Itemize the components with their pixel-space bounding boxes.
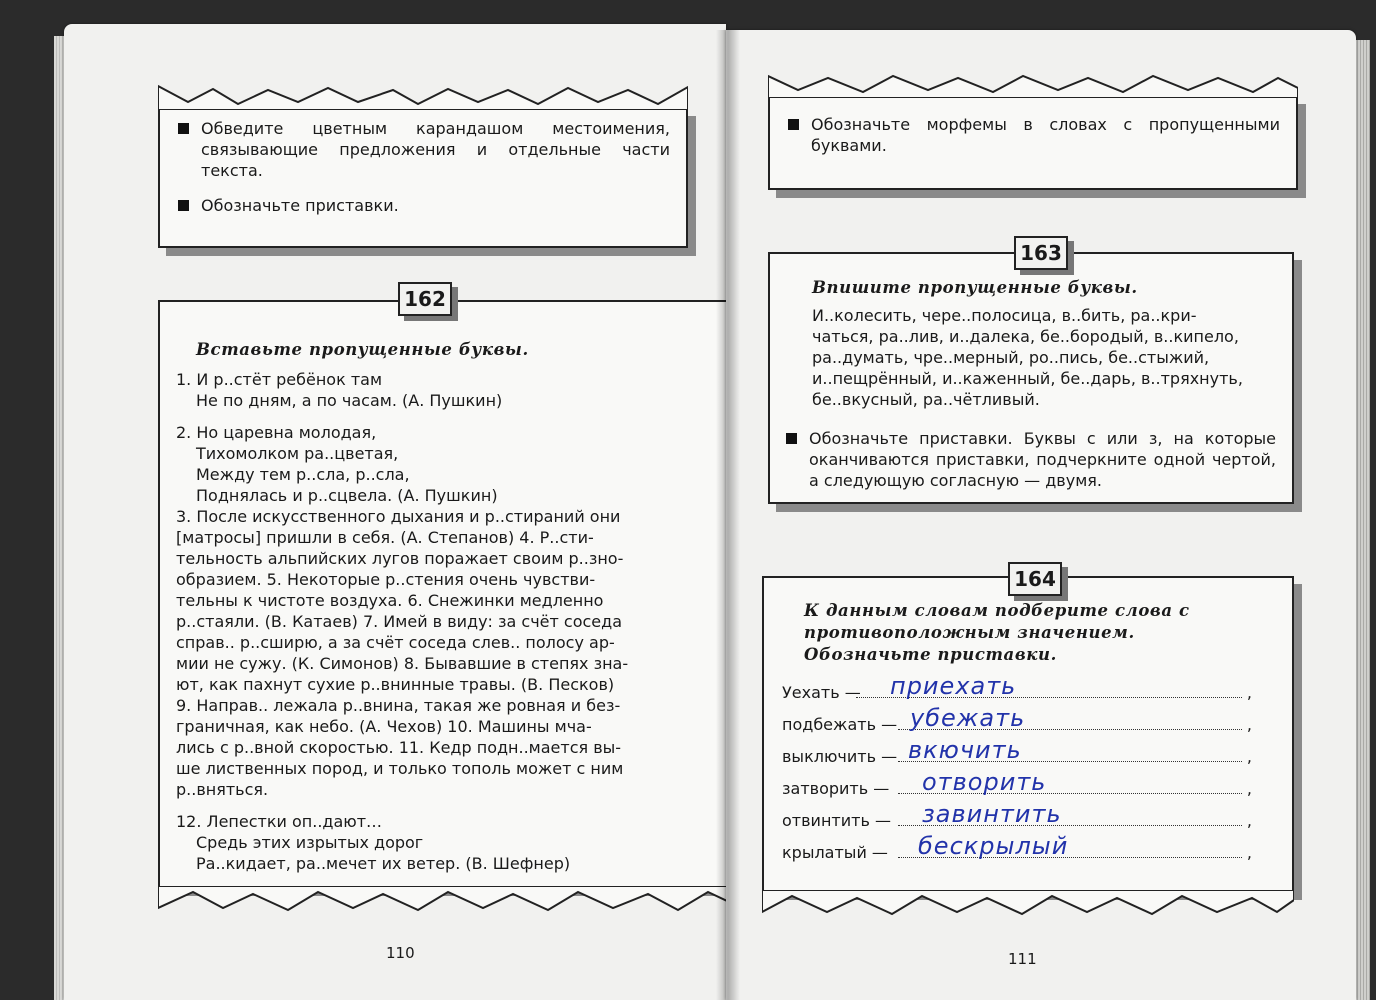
intro-bullet: Обозначьте приставки. [178,195,670,216]
exercise-164-box [762,576,1294,892]
text-line: Средь этих изрытых дорог [196,833,424,852]
antonym-row: крылатый — бескрылый , [782,832,1252,862]
antonym-row: Уехать — приехать , [782,672,1252,702]
book-gutter [716,30,740,1000]
text-line: ра..думать, чре..мерный, ро..пись, бе..стыжий, [812,348,1210,367]
handwritten-answer: убежать [910,704,1026,732]
text-line: 9. Направ.. лежала р..внина, такая же ровная и без- [176,696,621,715]
exercise-163-number: 163 [1014,236,1068,270]
bullet-square-icon [178,200,189,211]
left-intro-content [160,110,686,216]
bullet-square-icon [788,119,799,130]
antonym-row: затворить — отворить , [782,768,1252,798]
exercise-164-number: 164 [1008,562,1062,596]
antonym-row: подбежать — убежать , [782,704,1252,734]
exercise-163-text [812,305,1276,410]
right-intro-box [768,96,1298,190]
text-line: ют, как пахнут сухие р..внинные травы. (В. Песков) [176,675,615,694]
text-line: лись с р..вной скоростью. 11. Кедр подн..мается вы- [176,738,622,757]
text-line: чаться, ра..лив, и..далека, бе..бородый, в..кипело, [812,327,1239,346]
page-number-right: 111 [1008,950,1037,968]
text-line: тельны к чистоте воздуха. 6. Снежинки медленно [176,591,604,610]
exercise-163-content [770,254,1292,491]
bullet-square-icon [178,123,189,134]
handwritten-answer: завинтить [922,800,1062,828]
text-line: Поднялась и р..сцвела. (А. Пушкин) [196,486,498,505]
zigzag-bottom-edge [158,886,742,912]
text-line: ше лиственных пород, и только тополь может с ним [176,759,624,778]
handwritten-answer: вкючить [908,736,1022,764]
text-line: тельность альпийских лугов поражает своим р..зно- [176,549,624,568]
exercise-163-box [768,252,1294,504]
text-line: Тихомолком ра..цветая, [196,444,399,463]
intro-bullet: Обведите цветным карандашом местоимения, связывающие предложения и отдельные части текста. [178,118,670,181]
right-page [726,30,1356,1000]
exercise-164-title: К данным словам подберите слова с противоположным значением. Обозначьте приставки. [804,601,1190,664]
text-line: справ.. р..сширю, а за счёт соседа слев.. полосу ар- [176,633,615,652]
text-line: Не по дням, а по часам. (А. Пушкин) [196,391,503,410]
text-line: Между тем р..сла, р..сла, [196,465,410,484]
exercise-162-content [160,302,740,874]
right-intro-content [770,98,1296,156]
text-line: образием. 5. Некоторые р..стения очень чувстви- [176,570,596,589]
page-number-left: 110 [386,944,415,962]
zigzag-top-edge [158,84,688,110]
text-line: 12. Лепестки оп..дают… [176,812,383,831]
left-page [64,24,726,1000]
handwritten-answer: бескрылый [918,832,1069,860]
text-line: мии не сужу. (К. Симонов) 8. Бывавшие в степях зна- [176,654,629,673]
text-line: Ра..кидает, ра..мечет их ветер. (В. Шефнер) [196,854,571,873]
zigzag-bottom-edge [762,890,1294,916]
handwritten-answer: отворить [922,768,1047,796]
exercise-162-box [158,300,742,888]
exercise-163-bullet: Обозначьте приставки. Буквы с или з, на которые оканчиваются приставки, подчеркните одной чертой, а следующую согласную — двумя. [786,428,1276,491]
bullet-square-icon [786,433,797,444]
text-line: граничная, как небо. (А. Чехов) 10. Машины мча- [176,717,592,736]
zigzag-top-edge [768,72,1298,98]
text-line: р..стаяли. (В. Катаев) 7. Имей в виду: за счёт соседа [176,612,623,631]
text-line: бе..вкусный, ра..чётливый. [812,390,1040,409]
antonym-row: выключить — вкючить , [782,736,1252,766]
exercise-162-title: Вставьте пропущенные буквы. [196,340,529,359]
text-line: и..пещрённый, и..каженный, бе..дарь, в..тряхнуть, [812,369,1243,388]
text-line: И..колесить, чере..полосица, в..бить, ра..кри- [812,306,1197,325]
antonym-row: отвинтить — завинтить , [782,800,1252,830]
text-line: р..вняться. [176,780,269,799]
handwritten-answer: приехать [890,672,1017,700]
intro-bullet: Обозначьте морфемы в словах с пропущенными буквами. [788,114,1280,156]
text-line: 3. После искусственного дыхания и р..стираний они [176,507,621,526]
exercise-162-text [176,369,722,874]
left-intro-box [158,108,688,248]
text-line: 1. И р..стёт ребёнок там [176,370,383,389]
exercise-163-title: Впишите пропущенные буквы. [812,278,1138,297]
exercise-162-number: 162 [398,282,452,316]
text-line: [матросы] пришли в себя. (А. Степанов) 4. Р..сти- [176,528,594,547]
text-line: 2. Но царевна молодая, [176,423,377,442]
